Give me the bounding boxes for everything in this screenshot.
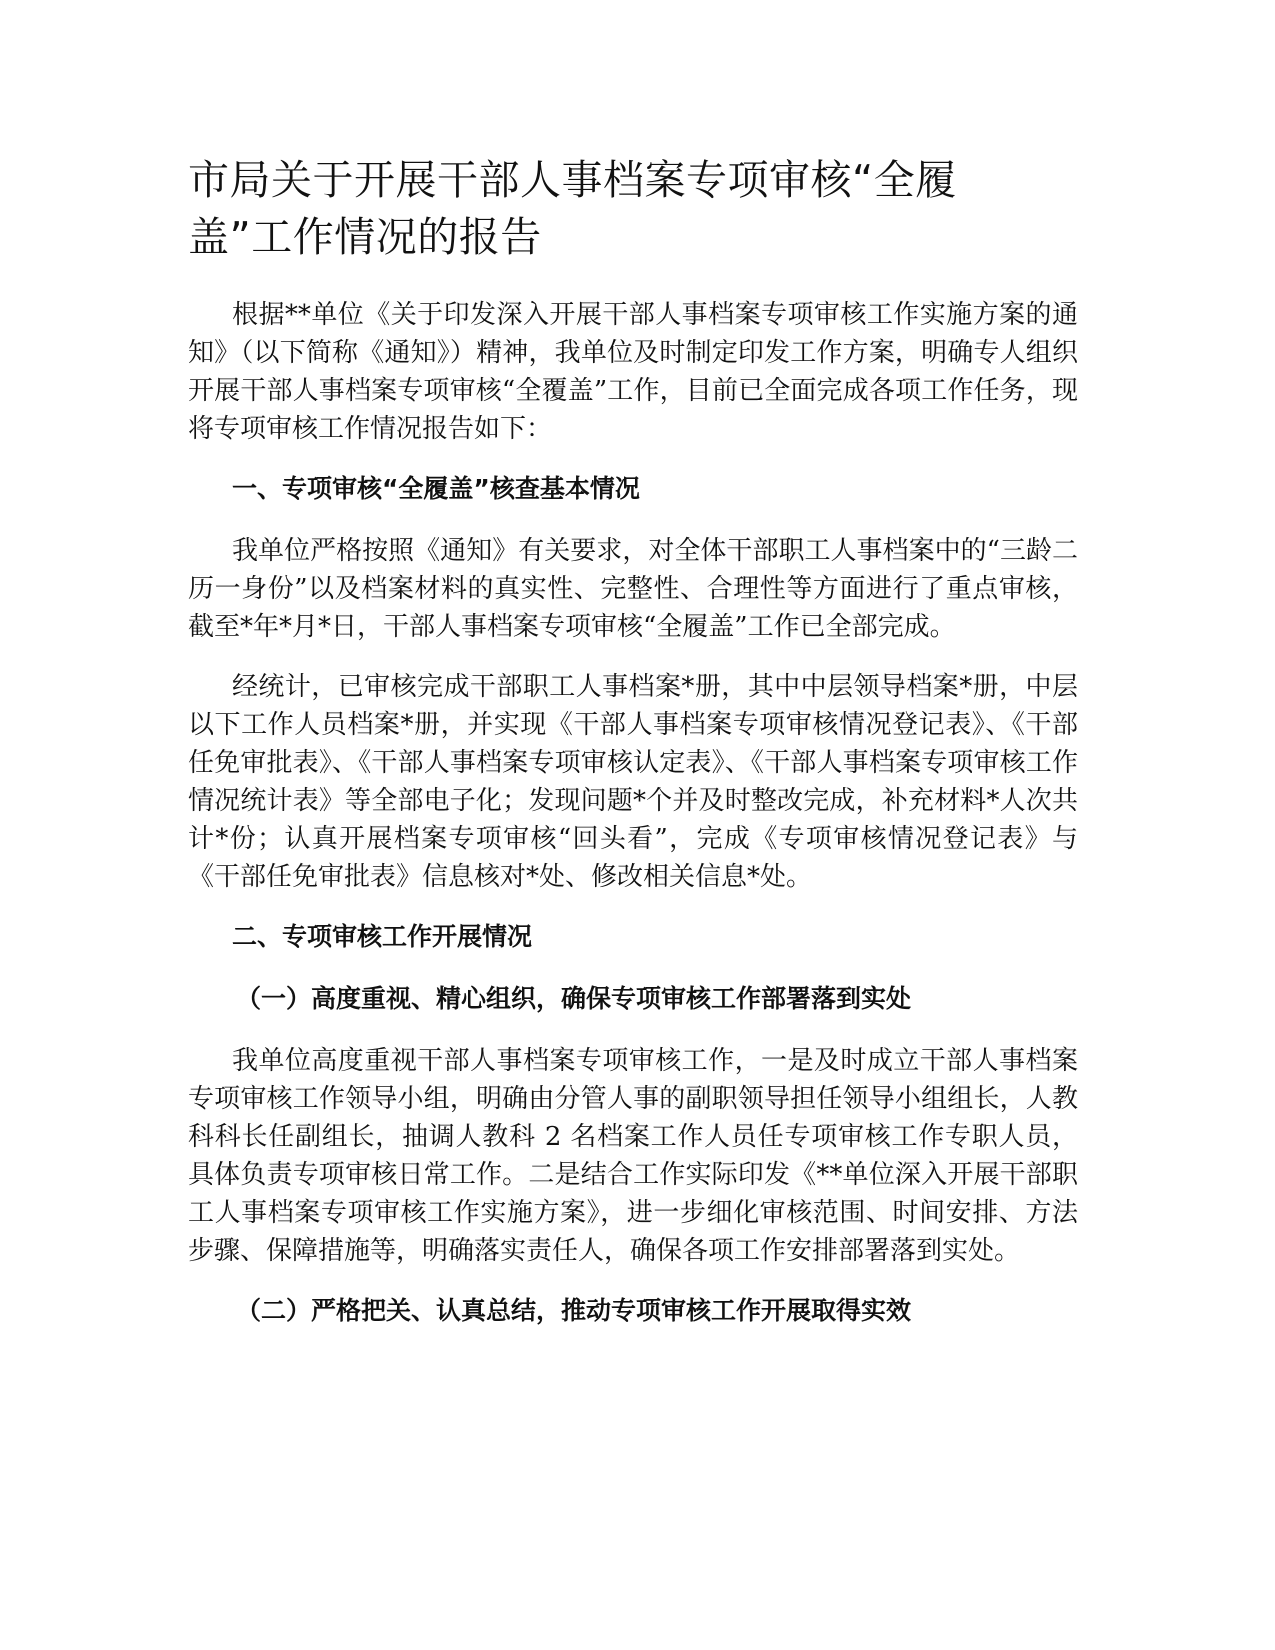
document-title: 市局关于开展干部人事档案专项审核“全履盖”工作情况的报告 — [188, 156, 957, 261]
subsection-heading-1: （一）高度重视、精心组织，确保专项审核工作部署落到实处 — [236, 984, 912, 1013]
paragraph-intro: 根据**单位《关于印发深入开展干部人事档案专项审核工作实施方案的通知》（以下简称《通知》）精神，我单位及时制定印发工作方案，明确专人组织开展干部人事档案专项审核“全覆盖”工作，目前已全面完成各项工作任务，现将专项审核工作情况报告如下： — [188, 300, 1078, 444]
paragraph-organization: 我单位高度重视干部人事档案专项审核工作，一是及时成立干部人事档案专项审核工作领导小组，明确由分管人事的副职领导担任领导小组组长，人教科科长任副组长，抽调人教科 2 名档案工作人员任专项审核工作专职人员，具体负责专项审核日常工作。二是结合工作实际印发《**单位深入开展干部职工人事档案专项审核工作实施方案》，进一步细化审核范围、时间安排、方法步骤、保障措施等，明确落实责任人，确保各项工作安排部署落到实处。 — [188, 1046, 1078, 1266]
section-heading-2: 二、专项审核工作开展情况 — [232, 922, 533, 951]
paragraph-review-scope: 我单位严格按照《通知》有关要求，对全体干部职工人事档案中的“三龄二历一身份”以及档案材料的真实性、完整性、合理性等方面进行了重点审核，截至*年*月*日，干部人事档案专项审核“全履盖”工作已全部完成。 — [188, 536, 1078, 642]
subsection-heading-2: （二）严格把关、认真总结，推动专项审核工作开展取得实效 — [236, 1296, 912, 1325]
document-body — [188, 152, 1078, 1354]
paragraph-statistics: 经统计，已审核完成干部职工人事档案*册，其中中层领导档案*册，中层以下工作人员档案*册，并实现《干部人事档案专项审核情况登记表》、《干部任免审批表》、《干部人事档案专项审核认定表》、《干部人事档案专项审核工作情况统计表》等全部电子化；发现问题*个并及时整改完成，补充材料*人次共计*份；认真开展档案专项审核“回头看”，完成《专项审核情况登记表》与《干部任免审批表》信息核对*处、修改相关信息*处。 — [188, 672, 1078, 892]
section-heading-1: 一、专项审核“全履盖”核查基本情况 — [232, 474, 640, 503]
